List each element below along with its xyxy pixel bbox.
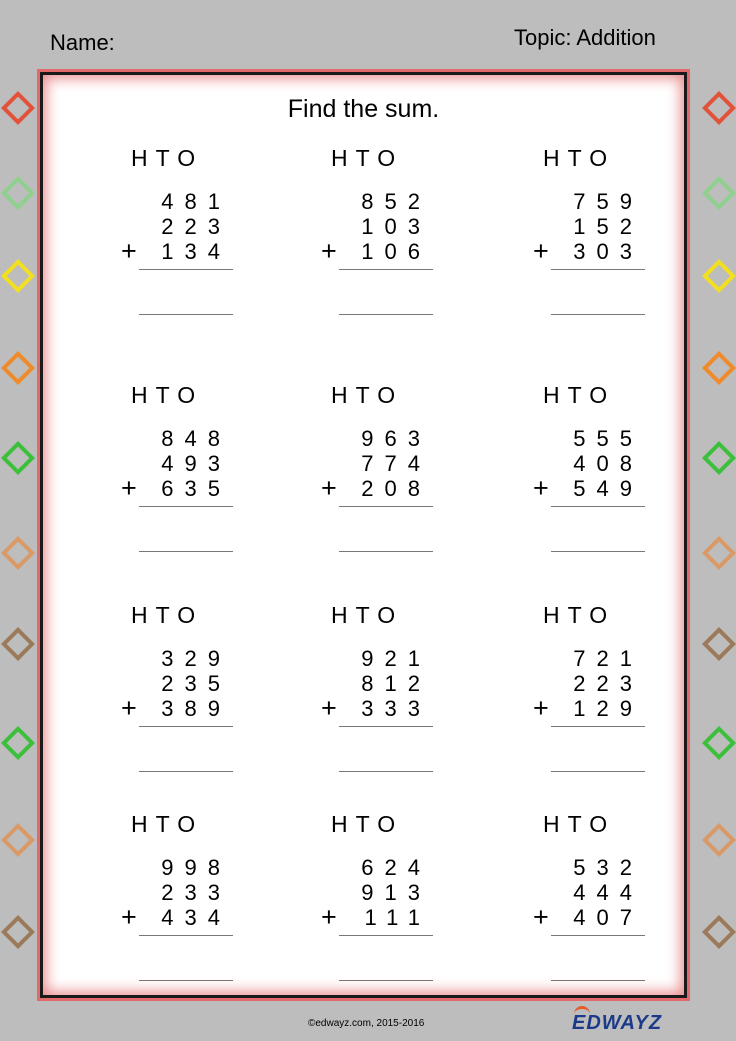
addend: 963 [361, 426, 431, 451]
plus-sign: + [533, 902, 549, 932]
diamond-decoration [1, 823, 35, 857]
place-value-header: HTO [543, 811, 616, 837]
addend: 549 [573, 476, 643, 501]
addend: 555 [573, 426, 643, 451]
addend: 481 [161, 189, 231, 214]
addend: 152 [573, 214, 643, 239]
addend: 721 [573, 646, 643, 671]
addend: 852 [361, 189, 431, 214]
addend: 407 [573, 905, 643, 930]
diamond-decoration [1, 536, 35, 570]
place-value-header: HTO [543, 602, 616, 628]
diamond-decoration [702, 726, 736, 760]
addend: 103 [361, 214, 431, 239]
worksheet [40, 72, 687, 998]
diamond-decoration [1, 441, 35, 475]
sum-line [339, 506, 433, 507]
diamond-decoration [702, 915, 736, 949]
diamond-decoration [1, 91, 35, 125]
diamond-decoration [702, 91, 736, 125]
diamond-decoration [1, 351, 35, 385]
diamond-decoration [702, 627, 736, 661]
sum-line [139, 269, 233, 270]
diamond-decoration [1, 915, 35, 949]
place-value-header: HTO [331, 811, 404, 837]
sum-line [551, 506, 645, 507]
place-value-header: HTO [131, 145, 204, 171]
diamond-decoration [702, 536, 736, 570]
addend: 848 [161, 426, 231, 451]
place-value-header: HTO [331, 145, 404, 171]
answer-line[interactable] [339, 551, 433, 552]
plus-sign: + [121, 902, 137, 932]
answer-line[interactable] [139, 771, 233, 772]
addend: 635 [161, 476, 231, 501]
plus-sign: + [321, 902, 337, 932]
diamond-decoration [702, 823, 736, 857]
addend: 812 [361, 671, 431, 696]
sum-line [551, 726, 645, 727]
addend: 921 [361, 646, 431, 671]
answer-line[interactable] [339, 980, 433, 981]
addend: 111 [364, 905, 431, 930]
sum-line [551, 269, 645, 270]
sum-line [139, 726, 233, 727]
plus-sign: + [533, 693, 549, 723]
addend: 223 [161, 214, 231, 239]
addend: 134 [161, 239, 231, 264]
addend: 913 [361, 880, 431, 905]
answer-line[interactable] [339, 771, 433, 772]
answer-line[interactable] [551, 980, 645, 981]
diamond-decoration [1, 259, 35, 293]
addend: 329 [161, 646, 231, 671]
sum-line [551, 935, 645, 936]
addend: 444 [573, 880, 643, 905]
addend: 434 [161, 905, 231, 930]
plus-sign: + [121, 236, 137, 266]
diamond-decoration [1, 726, 35, 760]
addend: 106 [361, 239, 431, 264]
sum-line [139, 935, 233, 936]
place-value-header: HTO [131, 811, 204, 837]
addend: 233 [161, 880, 231, 905]
place-value-header: HTO [543, 145, 616, 171]
diamond-decoration [702, 441, 736, 475]
plus-sign: + [321, 693, 337, 723]
place-value-header: HTO [331, 382, 404, 408]
addend: 408 [573, 451, 643, 476]
diamond-decoration [1, 627, 35, 661]
addend: 235 [161, 671, 231, 696]
plus-sign: + [321, 236, 337, 266]
addend: 208 [361, 476, 431, 501]
answer-line[interactable] [551, 551, 645, 552]
addend: 532 [573, 855, 643, 880]
addend: 493 [161, 451, 231, 476]
addend: 774 [361, 451, 431, 476]
plus-sign: + [533, 236, 549, 266]
place-value-header: HTO [131, 382, 204, 408]
place-value-header: HTO [543, 382, 616, 408]
edwayz-logo: EDWAYZ [572, 1012, 662, 1035]
addend: 389 [161, 696, 231, 721]
addend: 303 [573, 239, 643, 264]
copyright-text: ©edwayz.com, 2015-2016 [308, 1018, 425, 1029]
diamond-decoration [702, 259, 736, 293]
plus-sign: + [121, 693, 137, 723]
answer-line[interactable] [339, 314, 433, 315]
answer-line[interactable] [551, 314, 645, 315]
plus-sign: + [533, 473, 549, 503]
topic-label: Topic: Addition [514, 25, 656, 50]
addend: 129 [573, 696, 643, 721]
sum-line [339, 935, 433, 936]
diamond-decoration [702, 351, 736, 385]
plus-sign: + [321, 473, 337, 503]
diamond-decoration [702, 176, 736, 210]
place-value-header: HTO [331, 602, 404, 628]
answer-line[interactable] [139, 314, 233, 315]
answer-line[interactable] [139, 551, 233, 552]
addend: 223 [573, 671, 643, 696]
sum-line [339, 269, 433, 270]
sum-line [139, 506, 233, 507]
addend: 624 [361, 855, 431, 880]
place-value-header: HTO [131, 602, 204, 628]
addend: 759 [573, 189, 643, 214]
addend: 333 [361, 696, 431, 721]
addend: 998 [161, 855, 231, 880]
page-title: Find the sum. [287, 95, 440, 123]
plus-sign: + [121, 473, 137, 503]
name-label: Name: [50, 30, 115, 55]
answer-line[interactable] [551, 771, 645, 772]
diamond-decoration [1, 176, 35, 210]
answer-line[interactable] [139, 980, 233, 981]
sum-line [339, 726, 433, 727]
